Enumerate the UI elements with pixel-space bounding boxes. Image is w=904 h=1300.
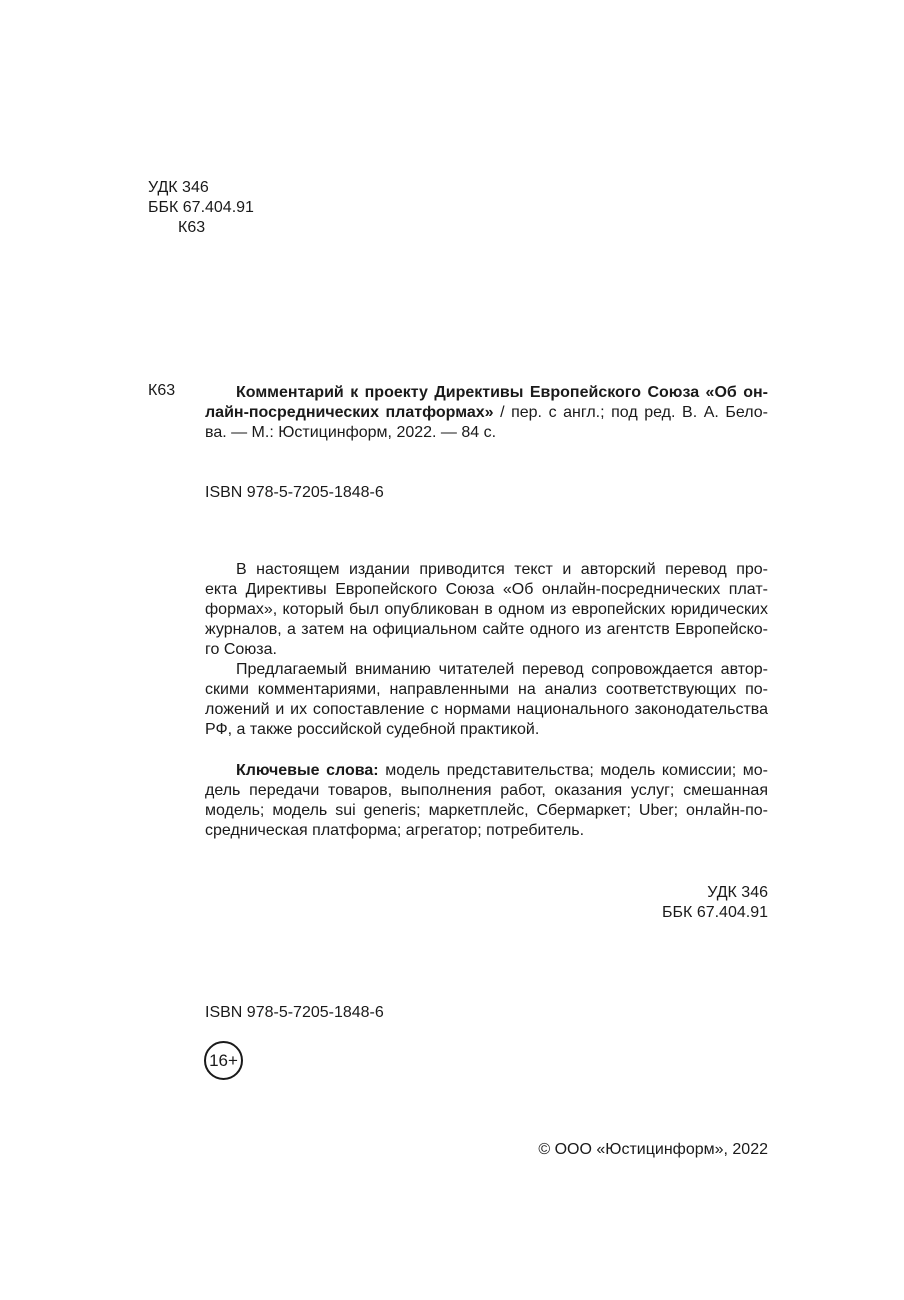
bib-line-2 (205, 403, 768, 423)
copyright-notice: © ООО «Юстицинформ», 2022 (538, 1141, 768, 1158)
isbn-bottom: ISBN 978-5-7205-1848-6 (205, 1004, 384, 1021)
isbn-top: ISBN 978-5-7205-1848-6 (205, 484, 384, 501)
annotation-p1-line-2: екта Директивы Европейского Союза «Об онлайн-посреднических плат- (205, 581, 768, 598)
bib-title-part-1: Комментарий к проекту Директивы Европейского Союза «Об он- (236, 384, 768, 401)
udk-code-bottom: УДК 346 (707, 884, 768, 901)
annotation-p2-line-4: РФ, а также российской судебной практикой. (205, 721, 540, 738)
keywords-line-2: дель передачи товаров, выполнения работ, оказания услуг; смешанная (205, 782, 768, 799)
bib-title-part-2: лайн-посреднических платформах» (205, 404, 494, 421)
age-rating-text: 16+ (209, 1050, 238, 1070)
annotation-p2-line-2: скими комментариями, направленными на анализ соответствующих по- (205, 681, 768, 698)
author-sign: К63 (178, 219, 206, 236)
annotation-p2-line-3: ложений и их сопоставление с нормами национального законодательства (205, 701, 768, 718)
keywords-line-3: модель; модель sui generis; маркетплейс, Сбермаркет; Uber; онлайн-по- (205, 802, 768, 819)
annotation (205, 560, 768, 740)
keywords-line-4: средническая платформа; агрегатор; потребитель. (205, 822, 585, 839)
bibliographic-record (205, 383, 768, 443)
bib-line-1 (205, 383, 768, 403)
annotation-p1-line-5: го Союза. (205, 641, 277, 658)
annotation-p2-line-1: Предлагаемый вниманию читателей перевод сопровождается автор- (236, 661, 768, 678)
age-rating-badge (204, 1041, 243, 1080)
keywords (205, 761, 768, 841)
classification-codes-top (148, 178, 254, 238)
annotation-p1-line-4: журналов, а затем на официальном сайте одного из агентств Европейско- (205, 621, 768, 638)
udk-code: УДК 346 (148, 179, 209, 196)
keywords-line-1 (205, 761, 768, 781)
bib-rest-2: / пер. с англ.; под ред. В. А. Бело- (493, 404, 768, 421)
classification-codes-bottom (662, 883, 768, 923)
annotation-p1-line-3: формах», который был опубликован в одном из европейских юридических (205, 601, 768, 618)
keywords-line-1-rest: модель представительства; модель комиссии; мо- (378, 762, 768, 779)
keywords-label: Ключевые слова: (236, 762, 379, 779)
bbk-code-bottom: ББК 67.404.91 (662, 904, 768, 921)
bib-rest-3: ва. — М.: Юстицинформ, 2022. — 84 с. (205, 424, 497, 441)
bbk-code: ББК 67.404.91 (148, 199, 254, 216)
annotation-p1-line-1: В настоящем издании приводится текст и авторский перевод про- (236, 561, 768, 578)
bib-author-sign: К63 (148, 382, 176, 399)
bib-line-3 (205, 423, 768, 443)
